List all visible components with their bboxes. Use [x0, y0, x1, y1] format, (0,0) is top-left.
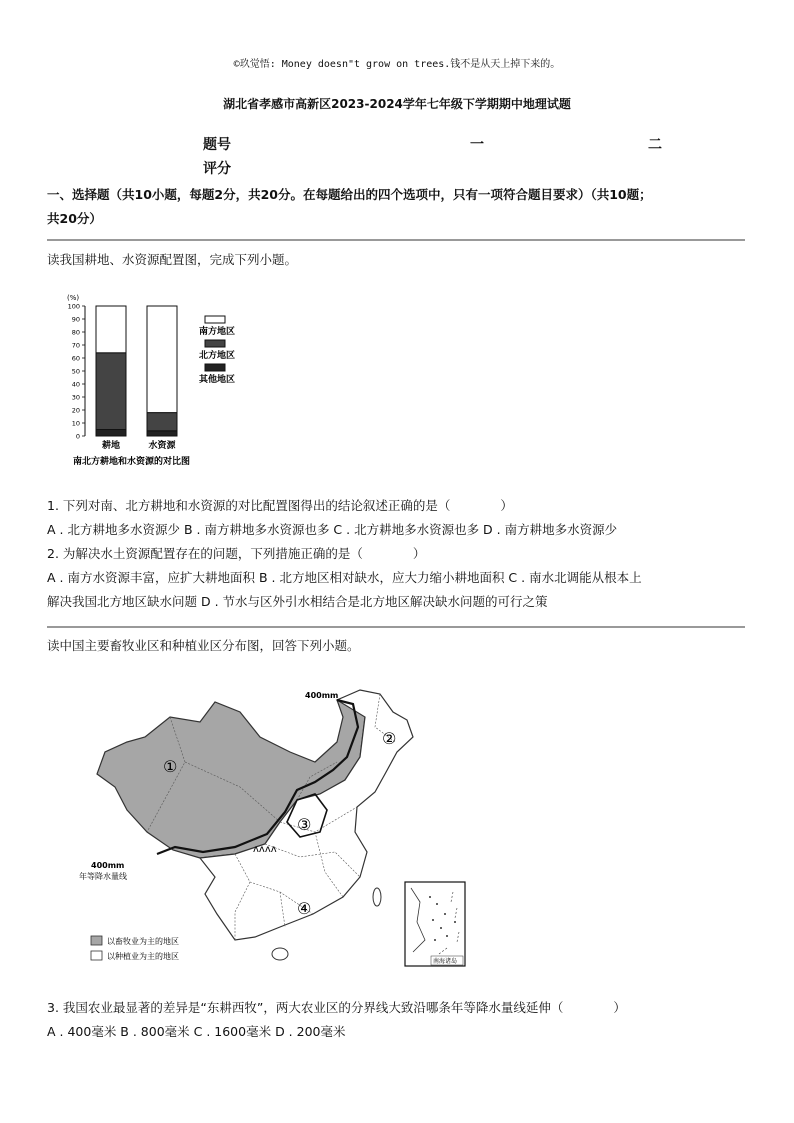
chart-title: 南北方耕地和水资源的对比图	[73, 457, 191, 467]
x-tick-label: 耕地	[101, 441, 121, 451]
question-3-stem: 3. 我国农业最显著的差异是“东耕西牧”，两大农业区的分界线大致沿哪条年等降水量线延伸（ ）	[47, 1000, 626, 1015]
question-1-options: A . 北方耕地多水资源少 B . 南方耕地多水资源也多 C . 北方耕地多水资源也多 D . 南方耕地多水资源少	[47, 522, 618, 537]
y-tick-label: 10	[71, 419, 80, 428]
section1-title-line2: 共20分）	[47, 211, 102, 226]
bar-segment-0	[96, 430, 126, 437]
chart-legend	[199, 316, 235, 385]
chart-y-axis	[68, 303, 85, 441]
region-1-label: ①	[163, 757, 178, 776]
x-tick-label: 水资源	[148, 441, 176, 451]
group1-intro: 读我国耕地、水资源配置图，完成下列小题。	[47, 252, 298, 267]
question-3-options: A . 400毫米 B . 800毫米 C . 1600毫米 D . 200毫米	[47, 1024, 346, 1039]
score-table-col1: 一	[470, 137, 484, 153]
question-1	[47, 494, 747, 614]
china-agriculture-map	[75, 682, 475, 972]
y-tick-label: 20	[71, 406, 80, 415]
question-2-options-line1: A . 南方水资源丰富，应扩大耕地面积 B . 北方地区相对缺水，应大力缩小耕地面积 C . 南水北调能从根本上	[47, 570, 642, 585]
y-tick-label: 100	[67, 302, 80, 311]
legend-farming-label: 以种植业为主的地区	[107, 952, 179, 961]
legend-label: 南方地区	[199, 327, 236, 337]
y-tick-label: 80	[71, 328, 80, 337]
bar-segment-0	[96, 306, 126, 353]
region-2-label: ②	[382, 729, 397, 748]
y-tick-label: 40	[71, 380, 80, 389]
south-china-sea-inset	[405, 882, 465, 966]
chart-ylabel: (%)	[67, 294, 80, 302]
isohyet-left-caption: 年等降水量线	[79, 872, 127, 881]
legend-label: 其他地区	[199, 375, 236, 385]
taiwan-island	[373, 888, 381, 906]
y-tick-label: 90	[71, 315, 80, 324]
divider-1	[47, 239, 745, 241]
section1-title	[47, 183, 747, 231]
bar-segment-1	[147, 431, 177, 436]
y-tick-label: 70	[71, 341, 80, 350]
chart-bars	[96, 306, 177, 436]
group2-intro: 读中国主要畜牧业区和种植业区分布图，回答下列小题。	[47, 638, 360, 653]
y-tick-label: 30	[71, 393, 80, 402]
bar-chart	[55, 288, 275, 473]
legend-pastoral-label: 以畜牧业为主的地区	[107, 937, 179, 946]
header-note: ©玖觉悟: Money doesn"t grow on trees.钱不是从天上掉下来的。	[233, 59, 561, 70]
inset-caption: 南海诸岛	[433, 958, 458, 965]
score-table-row2-label: 评分	[203, 161, 231, 177]
legend-pastoral-swatch	[91, 936, 102, 945]
page-title: 湖北省孝感市高新区2023-2024学年七年级下学期期中地理试题	[223, 97, 571, 111]
legend-label: 北方地区	[199, 351, 236, 361]
score-table-col2: 二	[648, 137, 662, 153]
legend-farming-swatch	[91, 951, 102, 960]
region-3-label: ③	[297, 815, 312, 834]
mountain-marks-icon: ʌʌʌʌ	[253, 844, 277, 855]
legend-swatch	[205, 316, 225, 323]
isohyet-left-label: 400mm	[91, 861, 125, 870]
hainan-island	[272, 948, 288, 960]
legend-swatch	[205, 340, 225, 347]
bar-segment-1	[147, 306, 177, 413]
legend-swatch	[205, 364, 225, 371]
bar-segment-0	[96, 353, 126, 430]
question-3	[47, 996, 747, 1044]
bar-segment-1	[147, 413, 177, 431]
score-table-row1-label: 题号	[203, 137, 231, 153]
question-1-stem: 1. 下列对南、北方耕地和水资源的对比配置图得出的结论叙述正确的是（ ）	[47, 498, 513, 513]
region-4-label: ④	[297, 899, 312, 918]
y-tick-label: 50	[71, 367, 80, 376]
question-2-options-line2: 解决我国北方地区缺水问题 D . 节水与区外引水相结合是北方地区解决缺水问题的可行之策	[47, 594, 548, 609]
divider-2	[47, 626, 745, 628]
isohyet-top-label: 400mm	[305, 691, 339, 700]
question-2-stem: 2. 为解决水土资源配置存在的问题，下列措施正确的是（ ）	[47, 546, 426, 561]
y-tick-label: 0	[75, 432, 80, 441]
section1-title-line1: 一、选择题（共10小题，每题2分，共20分。在每题给出的四个选项中，只有一项符合题目要求）（共10题；	[47, 187, 652, 202]
chart-x-labels	[102, 439, 177, 451]
y-tick-label: 60	[71, 354, 80, 363]
